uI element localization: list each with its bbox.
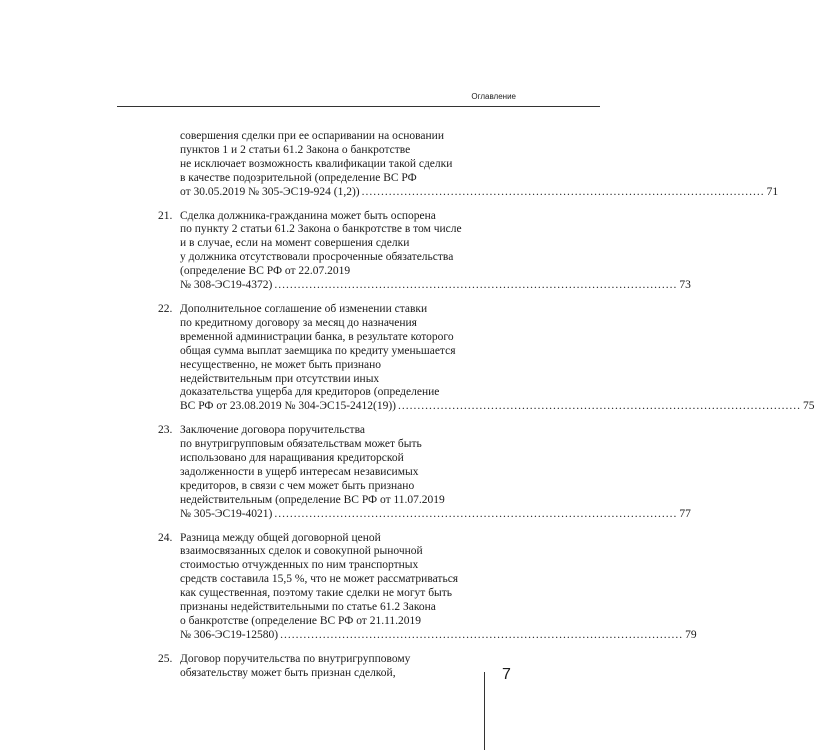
toc-entry-line: № 308-ЭС19-4372) (180, 279, 273, 292)
toc-entry-number: 23. (158, 424, 173, 437)
toc-entry-line: у должника отсутствовали просроченные обязательства (180, 251, 454, 264)
toc-page-number[interactable]: 75 (803, 400, 815, 413)
toc-entry-line: о банкротстве (определение ВС РФ от 21.11.2019 (180, 615, 422, 627)
toc-entry-line: и в случае, если на момент совершения сделки (180, 237, 410, 250)
toc-entry-line: по пункту 2 статьи 61.2 Закона о банкротстве в том числе (180, 223, 462, 236)
toc-page-number[interactable]: 73 (679, 279, 691, 292)
toc-entry-line: ВС РФ от 23.08.2019 № 304-ЭС15-2412(19)) (180, 400, 397, 413)
toc-entry-line: использовано для наращивания кредиторской (180, 452, 404, 465)
leader-dots: ........................................................................................................ (280, 628, 684, 641)
toc-entry-line: по кредитному договору за месяц до назначения (180, 316, 417, 329)
toc-entry-line: недействительным (определение ВС РФ от 11.07.2019 (180, 493, 445, 506)
toc-entry-last-line (180, 185, 779, 200)
toc-entry-line: совершения сделки при ее оспаривании на основании (180, 130, 444, 142)
toc-entry-line: Дополнительное соглашение об изменении ставки (180, 302, 428, 315)
toc-entry-last-line (180, 279, 691, 293)
toc-page-number[interactable]: 77 (679, 507, 691, 520)
toc-entry-number: 22. (158, 302, 173, 315)
page-number-rule (484, 672, 485, 750)
toc-entry-line: по внутригрупповым обязательствам может быть (180, 438, 422, 451)
toc-entry-line: кредиторов, в связи с чем может быть признано (180, 479, 415, 492)
toc-entry-line: обязательству может быть признан сделкой, (180, 666, 396, 679)
leader-dots: ........................................................................................................ (274, 279, 678, 292)
toc-entry-line: (определение ВС РФ от 22.07.2019 (180, 265, 351, 278)
toc-entry-line: № 306-ЭС19-12580) (180, 628, 279, 641)
toc-entry-last-line (180, 507, 691, 522)
toc-entry-line: взаимосвязанных сделок и совокупной рыночной (180, 545, 423, 558)
toc-entry[interactable] (158, 424, 691, 521)
toc-entry-line: пунктов 1 и 2 статьи 61.2 Закона о банкротстве (180, 143, 411, 156)
toc-page-number[interactable]: 79 (685, 628, 697, 641)
toc-entry-line: Разница между общей договорной ценой (180, 531, 381, 544)
toc-entry-line: общая сумма выплат заемщика по кредиту уменьшается (180, 344, 456, 357)
toc-entry-last-line (180, 400, 815, 414)
toc-entry[interactable] (158, 653, 488, 681)
toc-entry[interactable] (158, 130, 779, 200)
toc-entry-line: Договор поручительства по внутригрупповому (180, 652, 411, 665)
leader-dots: ........................................................................................................ (274, 507, 678, 520)
toc-entry-line: признаны недействительными по статье 61.2 Закона (180, 601, 436, 614)
toc-entry-line: стоимостью отчужденных по ним транспортных (180, 559, 419, 572)
leader-dots: ........................................................................................................ (361, 185, 765, 198)
toc-entry-line: № 305-ЭС19-4021) (180, 507, 273, 520)
toc-entry-line: доказательства ущерба для кредиторов (определение (180, 386, 440, 399)
toc-page-number[interactable]: 71 (766, 185, 779, 198)
toc-entry-last-line (180, 628, 697, 643)
toc-entry-number: 24. (158, 531, 173, 544)
toc-entry[interactable] (158, 531, 697, 643)
toc-entry-line: Сделка должника-гражданина может быть оспорена (180, 209, 436, 222)
header-rule (117, 106, 600, 107)
toc-entry[interactable] (158, 209, 691, 293)
toc-entry-number: 25. (158, 652, 173, 665)
toc-entry-line: как существенная, поэтому такие сделки не могут быть (180, 587, 453, 600)
toc-entry-number: 21. (158, 209, 173, 222)
toc-entry-line: недействительным при отсутствии иных (180, 372, 380, 385)
toc-entry-line: в качестве подозрительной (определение ВС РФ (180, 171, 417, 184)
toc-entry[interactable] (158, 302, 815, 414)
toc-entry-line: задолженности в ущерб интересам независимых (180, 465, 419, 478)
running-header-title: Оглавление (471, 92, 516, 101)
toc-entry-line: от 30.05.2019 № 305-ЭС19-924 (1,2)) (180, 185, 360, 198)
toc-entry-line: временной администрации банка, в результате которого (180, 330, 454, 343)
toc-entry-line: средств составила 15,5 %, что не может рассматриваться (180, 573, 459, 586)
toc-entry-line: Заключение договора поручительства (180, 424, 365, 437)
toc-entry-line: несущественно, не может быть признано (180, 358, 382, 371)
leader-dots: ........................................................................................................ (398, 400, 802, 413)
toc-entry-line: не исключает возможность квалификации такой сделки (180, 157, 453, 170)
table-of-contents (158, 130, 815, 691)
page-number: 7 (502, 666, 511, 683)
